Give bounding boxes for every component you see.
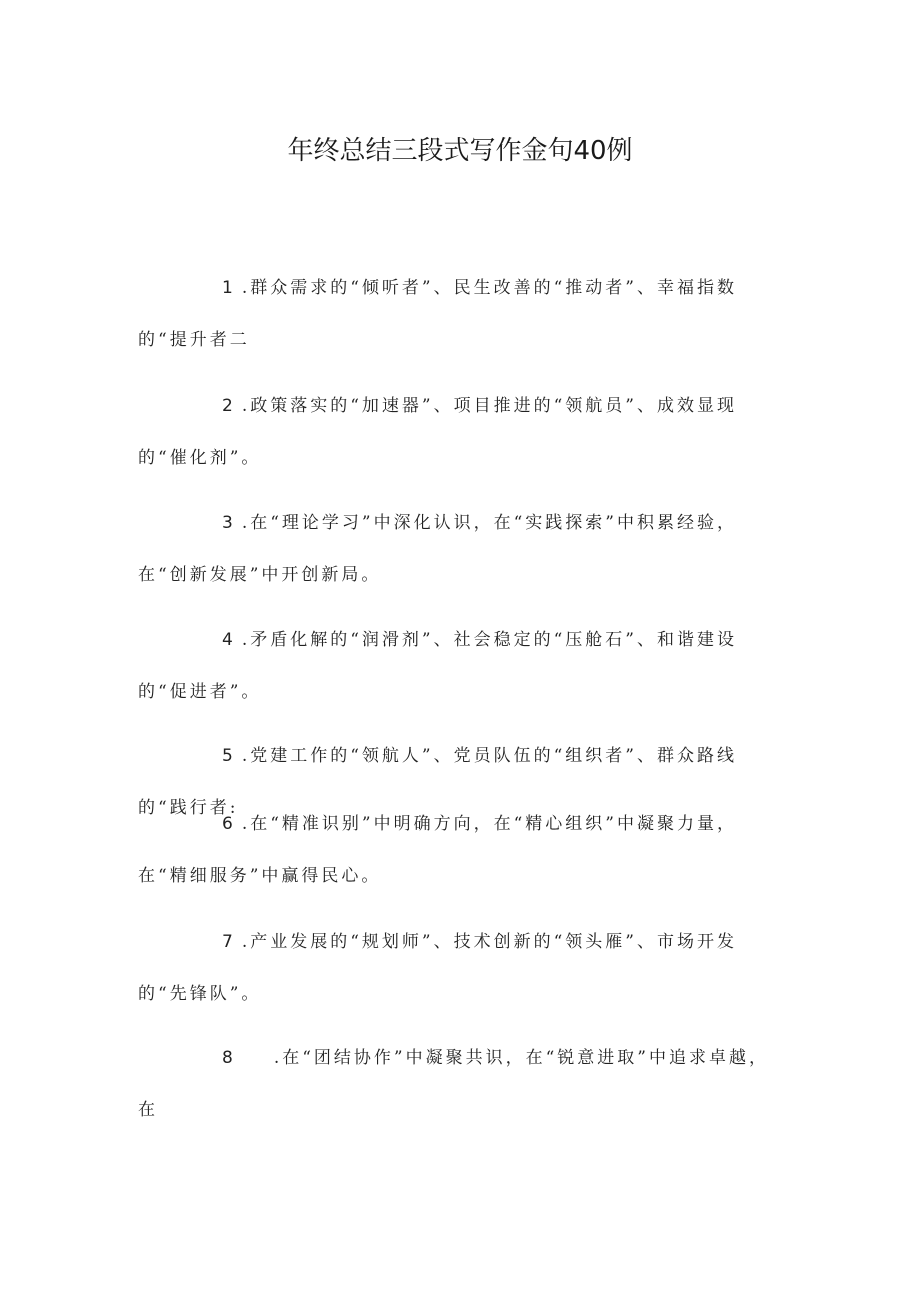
item-number: 6 bbox=[222, 814, 236, 834]
list-item bbox=[138, 916, 788, 1020]
item-number: 1 bbox=[222, 278, 236, 298]
item-number: 3 bbox=[222, 513, 236, 533]
item-text: .在“精准识别”中明确方向，在“精心组织”中凝聚力量，在“精细服务”中赢得民心。 bbox=[138, 814, 737, 886]
item-text: .在“团结协作”中凝聚共识，在“锐意进取”中追求卓越，在 bbox=[138, 1048, 769, 1120]
list-item bbox=[138, 614, 788, 718]
item-number: 4 bbox=[222, 630, 236, 650]
item-number: 5 bbox=[222, 746, 236, 766]
item-text: .产业发展的“规划师”、技术创新的“领头雁”、市场开发的“先锋队”。 bbox=[138, 932, 737, 1004]
item-text: .群众需求的“倾听者”、民生改善的“推动者”、幸福指数的“提升者二 bbox=[138, 278, 737, 350]
item-number: 2 bbox=[222, 396, 236, 416]
list-item bbox=[138, 1032, 788, 1136]
item-number: 7 bbox=[222, 932, 236, 952]
item-text: .矛盾化解的“润滑剂”、社会稳定的“压舱石”、和谐建设的“促进者”。 bbox=[138, 630, 737, 702]
item-number: 8 bbox=[222, 1048, 236, 1068]
list-item bbox=[138, 380, 788, 484]
list-item bbox=[138, 262, 788, 366]
list-item bbox=[138, 798, 788, 902]
item-text: .政策落实的“加速器”、项目推进的“领航员”、成效显现的“催化剂”。 bbox=[138, 396, 737, 468]
item-text: .党建工作的“领航人”、党员队伍的“组织者”、群众路线的“践行者: bbox=[138, 746, 737, 818]
document-title: 年终总结三段式写作金句40例 bbox=[287, 136, 633, 166]
item-text: .在“理论学习”中深化认识，在“实践探索”中积累经验，在“创新发展”中开创新局。 bbox=[138, 513, 737, 585]
list-item bbox=[138, 497, 788, 601]
